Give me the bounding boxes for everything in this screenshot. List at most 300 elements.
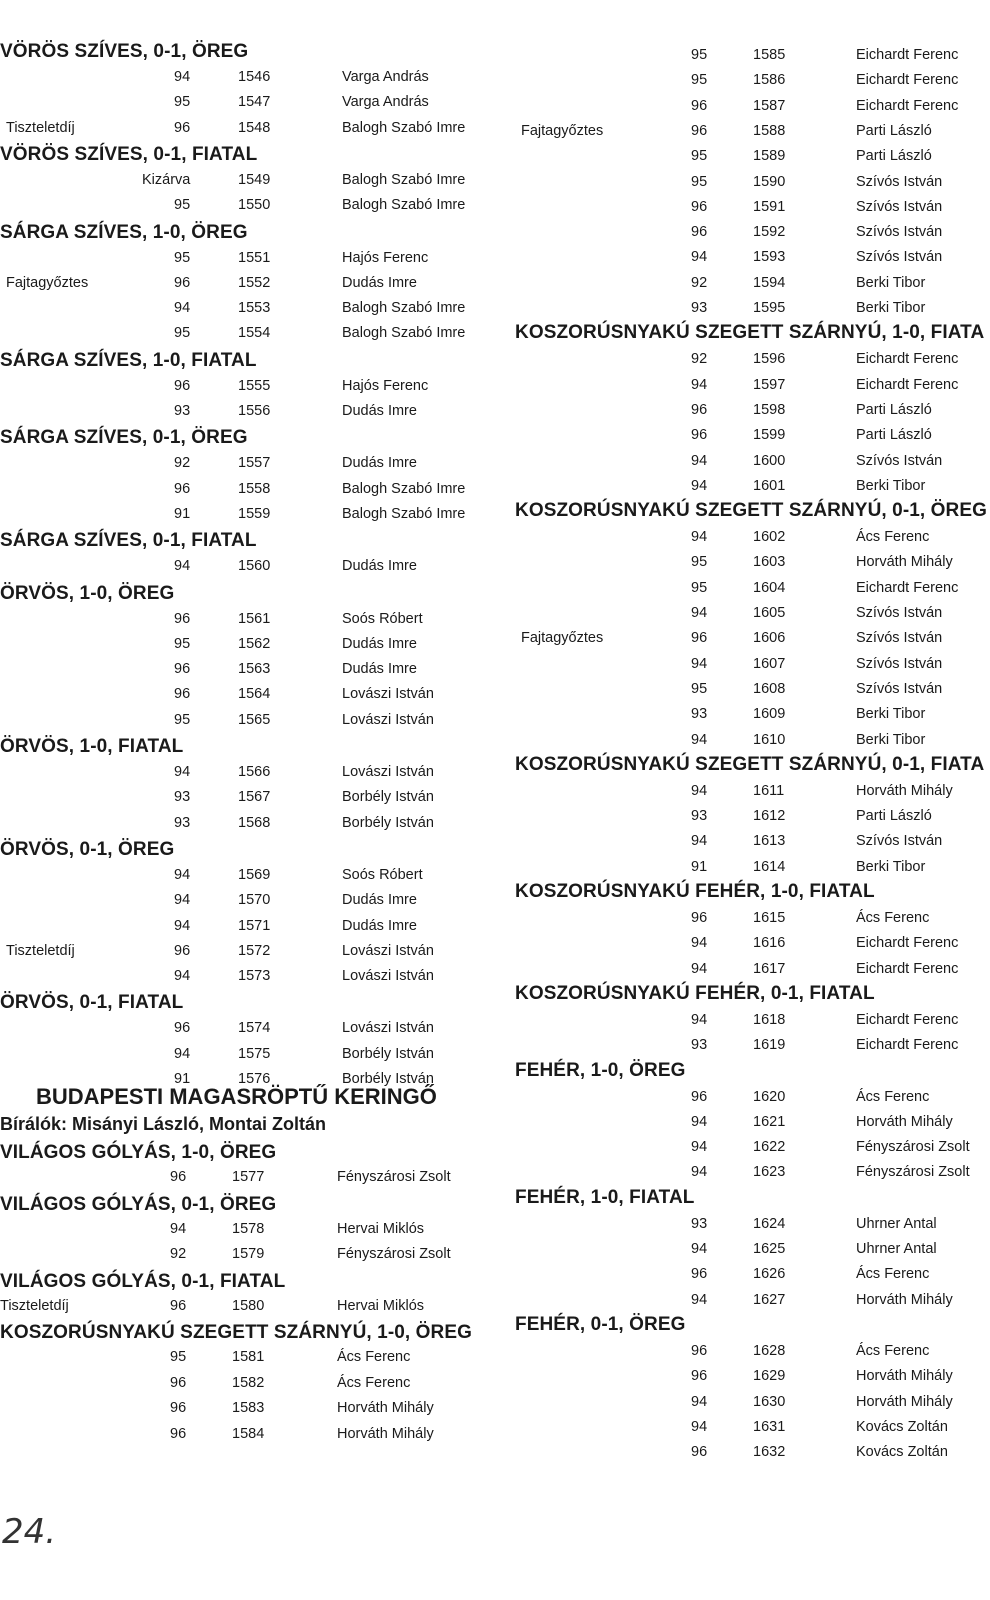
section-heading: FEHÉR, 0-1, ÖREG	[515, 1313, 686, 1335]
points-cell: 96	[691, 630, 708, 647]
owner-cell: Parti László	[856, 122, 932, 139]
owner-cell: Ács Ferenc	[856, 1342, 930, 1359]
owner-cell: Varga András	[342, 69, 429, 85]
entry-row	[515, 247, 990, 267]
owner-cell: Berki Tibor	[856, 731, 926, 748]
entry-row	[0, 556, 500, 576]
entry-row	[515, 70, 990, 90]
entry-row	[515, 273, 990, 293]
entry-row	[515, 1366, 990, 1386]
points-cell: 92	[170, 1246, 187, 1262]
owner-cell: Lovászi István	[342, 686, 434, 703]
points-cell: 93	[174, 814, 191, 831]
entry-row	[515, 375, 990, 395]
points-cell: 92	[691, 274, 708, 291]
entry-row	[0, 323, 500, 343]
ring-number-cell: 1583	[232, 1400, 265, 1416]
ring-number-cell: 1560	[238, 558, 271, 575]
ring-number-cell: 1623	[753, 1164, 786, 1181]
ring-number-cell: 1597	[753, 376, 786, 393]
points-cell: 93	[691, 1215, 708, 1232]
points-cell: 96	[691, 1444, 708, 1461]
points-cell: 94	[691, 477, 708, 494]
points-cell: 96	[691, 1368, 708, 1385]
points-cell: 94	[691, 1164, 708, 1181]
entry-row	[0, 1347, 500, 1367]
points-cell: 93	[691, 706, 708, 723]
points-cell: 96	[174, 274, 191, 291]
points-cell: 92	[691, 351, 708, 368]
owner-cell: Szívós István	[856, 630, 943, 647]
owner-cell: Dudás Imre	[342, 892, 417, 909]
owner-cell: Horváth Mihály	[856, 1368, 953, 1385]
owner-cell: Eichardt Ferenc	[856, 1037, 959, 1054]
entry-row	[0, 453, 500, 473]
owner-cell: Szívós István	[856, 680, 943, 697]
entry-row	[515, 172, 990, 192]
entry-row	[515, 1417, 990, 1437]
entry-row	[515, 1442, 990, 1462]
owner-cell: Dudás Imre	[342, 403, 417, 419]
ring-number-cell: 1568	[238, 814, 271, 831]
entry-row	[515, 1214, 990, 1234]
entry-row	[0, 710, 500, 730]
owner-cell: Soós Róbert	[342, 866, 423, 883]
owner-cell: Berki Tibor	[856, 300, 926, 316]
entry-row	[515, 603, 990, 623]
owner-cell: Ács Ferenc	[856, 1266, 930, 1283]
entry-row	[515, 222, 990, 242]
owner-cell: Eichardt Ferenc	[856, 960, 959, 977]
section-heading: SÁRGA SZÍVES, 0-1, FIATAL	[0, 530, 257, 552]
owner-cell: Hervai Miklós	[337, 1297, 425, 1314]
points-cell: 94	[174, 1045, 191, 1062]
section-heading: SÁRGA SZÍVES, 0-1, ÖREG	[0, 427, 248, 449]
points-cell: 96	[691, 97, 708, 114]
entry-row	[515, 527, 990, 547]
points-cell: 95	[691, 554, 708, 571]
ring-number-cell: 1604	[753, 579, 786, 596]
points-cell: 94	[691, 605, 708, 621]
points-cell: 96	[170, 1169, 187, 1185]
owner-cell: Horváth Mihály	[856, 1291, 953, 1308]
section-heading: ÖRVÖS, 1-0, ÖREG	[0, 582, 175, 604]
ring-number-cell: 1574	[238, 1020, 271, 1037]
entry-row	[515, 1341, 990, 1361]
ring-number-cell: 1554	[238, 325, 271, 342]
entry-row	[0, 659, 500, 679]
ring-number-cell: 1592	[753, 224, 786, 241]
ring-number-cell: 1549	[238, 171, 271, 188]
section-heading: VÖRÖS SZÍVES, 0-1, FIATAL	[0, 143, 258, 165]
section-heading: KOSZORÚSNYAKÚ FEHÉR, 1-0, FIATAL	[515, 881, 875, 902]
entry-row	[515, 704, 990, 724]
points-cell: 96	[691, 401, 708, 418]
points-cell: 96	[691, 427, 708, 444]
entry-row	[515, 96, 990, 116]
points-cell: 95	[174, 635, 191, 652]
owner-cell: Lovászi István	[342, 711, 434, 728]
owner-cell: Balogh Szabó Imre	[342, 325, 466, 342]
ring-number-cell: 1611	[753, 782, 785, 799]
owner-cell: Berki Tibor	[856, 477, 926, 494]
points-cell: 94	[174, 764, 191, 780]
owner-cell: Eichardt Ferenc	[856, 97, 959, 114]
owner-cell: Horváth Mihály	[856, 554, 953, 571]
entry-row	[0, 273, 500, 293]
points-cell: 96	[691, 1266, 708, 1283]
entry-row	[0, 966, 500, 986]
award-note: Fajtagyőztes	[521, 122, 604, 139]
ring-number-cell: 1563	[238, 661, 271, 678]
points-cell: 94	[691, 935, 708, 952]
entry-row	[0, 865, 500, 885]
entry-row	[515, 1035, 990, 1055]
points-cell: 95	[174, 711, 191, 728]
section-heading: SÁRGA SZÍVES, 1-0, FIATAL	[0, 349, 257, 371]
points-cell: 94	[691, 1113, 708, 1130]
ring-number-cell: 1547	[238, 94, 271, 111]
points-cell: 93	[691, 808, 708, 825]
points-cell: 96	[691, 1342, 708, 1359]
owner-cell: Berki Tibor	[856, 706, 926, 723]
owner-cell: Horváth Mihály	[856, 1393, 953, 1410]
points-cell: 94	[691, 452, 708, 469]
award-note: Tiszteletdíj	[0, 1297, 69, 1314]
owner-cell: Eichardt Ferenc	[856, 47, 959, 63]
ring-number-cell: 1575	[238, 1045, 271, 1062]
owner-cell: Szívós István	[856, 833, 943, 850]
entry-row	[0, 479, 500, 499]
owner-cell: Berki Tibor	[856, 274, 926, 291]
points-cell: 95	[174, 249, 191, 266]
ring-number-cell: 1550	[238, 197, 271, 214]
ring-number-cell: 1548	[238, 119, 271, 136]
owner-cell: Parti László	[856, 808, 932, 825]
ring-number-cell: 1601	[753, 477, 786, 494]
points-cell: 93	[174, 403, 191, 419]
section-heading: FEHÉR, 1-0, ÖREG	[515, 1059, 686, 1081]
owner-cell: Ács Ferenc	[337, 1374, 411, 1391]
points-cell: 96	[174, 661, 191, 678]
owner-cell: Berki Tibor	[856, 858, 926, 875]
entry-row	[0, 1424, 500, 1444]
points-cell: 91	[174, 505, 191, 522]
ring-number-cell: 1628	[753, 1342, 786, 1359]
owner-cell: Balogh Szabó Imre	[342, 480, 466, 497]
points-cell: 95	[174, 94, 191, 111]
entry-row	[515, 197, 990, 217]
owner-cell: Kovács Zoltán	[856, 1444, 948, 1461]
entry-row	[515, 806, 990, 826]
entry-row	[0, 1244, 500, 1264]
section-heading: ÖRVÖS, 1-0, FIATAL	[0, 736, 184, 757]
owner-cell: Parti László	[856, 427, 932, 444]
ring-number-cell: 1590	[753, 173, 786, 190]
award-note: Fajtagyőztes	[521, 630, 604, 647]
points-cell: 96	[170, 1425, 187, 1442]
entry-row	[515, 121, 990, 141]
owner-cell: Varga András	[342, 94, 429, 111]
entry-row	[515, 476, 990, 496]
ring-number-cell: 1603	[753, 554, 786, 571]
ring-number-cell: 1618	[753, 1011, 786, 1028]
points-cell: 96	[174, 942, 191, 959]
ring-number-cell: 1613	[753, 833, 786, 850]
ring-number-cell: 1586	[753, 72, 786, 89]
entry-row	[0, 916, 500, 936]
entry-row	[0, 170, 500, 190]
entry-row	[515, 349, 990, 369]
ring-number-cell: 1579	[232, 1246, 265, 1262]
ring-number-cell: 1615	[753, 910, 786, 926]
entry-row	[0, 1373, 500, 1393]
entry-row	[0, 787, 500, 807]
entry-row	[515, 451, 990, 471]
owner-cell: Hervai Miklós	[337, 1220, 425, 1237]
owner-cell: Balogh Szabó Imre	[342, 171, 466, 188]
owner-cell: Borbély István	[342, 789, 434, 806]
entry-row	[515, 578, 990, 598]
ring-number-cell: 1566	[238, 764, 271, 780]
points-cell: 96	[691, 198, 708, 215]
owner-cell: Dudás Imre	[342, 635, 417, 652]
points-cell: 91	[174, 1071, 191, 1087]
ring-number-cell: 1609	[753, 706, 786, 723]
owner-cell: Balogh Szabó Imre	[342, 119, 466, 136]
points-cell: 94	[170, 1220, 187, 1237]
points-cell: 94	[691, 782, 708, 799]
ring-number-cell: 1559	[238, 505, 271, 522]
points-cell: 94	[691, 731, 708, 748]
points-cell: 94	[691, 1393, 708, 1410]
owner-cell: Balogh Szabó Imre	[342, 197, 466, 214]
entry-row	[0, 941, 500, 961]
section-heading: KOSZORÚSNYAKÚ SZEGETT SZÁRNYÚ, 1-0, ÖREG	[0, 1322, 473, 1343]
ring-number-cell: 1608	[753, 680, 786, 697]
entry-row	[515, 1239, 990, 1259]
points-cell: 96	[691, 224, 708, 241]
points-cell: 96	[174, 610, 191, 627]
ring-number-cell: 1602	[753, 529, 786, 546]
entry-row	[515, 933, 990, 953]
owner-cell: Szívós István	[856, 605, 943, 621]
points-cell: 94	[691, 249, 708, 266]
owner-cell: Eichardt Ferenc	[856, 72, 959, 89]
section-heading: FEHÉR, 1-0, FIATAL	[515, 1186, 695, 1208]
ring-number-cell: 1632	[753, 1444, 786, 1461]
ring-number-cell: 1585	[753, 47, 786, 63]
points-cell: 94	[691, 833, 708, 850]
owner-cell: Borbély István	[342, 1045, 434, 1062]
entry-row	[0, 609, 500, 629]
points-cell: 96	[174, 377, 191, 394]
ring-number-cell: 1606	[753, 630, 786, 647]
points-cell: 95	[691, 72, 708, 89]
ring-number-cell: 1596	[753, 351, 786, 368]
points-cell: 94	[691, 655, 708, 672]
points-cell: 94	[691, 1291, 708, 1308]
entry-row	[0, 195, 500, 215]
award-note: Tiszteletdíj	[6, 119, 75, 136]
owner-cell: Szívós István	[856, 452, 943, 469]
entry-row	[515, 679, 990, 699]
points-cell: 93	[691, 300, 708, 316]
ring-number-cell: 1593	[753, 249, 786, 266]
owner-cell: Kovács Zoltán	[856, 1418, 948, 1435]
owner-cell: Uhrner Antal	[856, 1215, 937, 1232]
ring-number-cell: 1581	[232, 1349, 265, 1365]
entry-row	[0, 118, 500, 138]
ring-number-cell: 1569	[238, 866, 271, 883]
owner-cell: Lovászi István	[342, 1020, 434, 1037]
points-cell: 93	[691, 1037, 708, 1054]
points-cell: 94	[691, 1241, 708, 1257]
entry-row	[515, 908, 990, 928]
section-heading: KOSZORÚSNYAKÚ SZEGETT SZÁRNYÚ, 0-1, FIATA	[515, 753, 985, 775]
section-heading: KOSZORÚSNYAKÚ SZEGETT SZÁRNYÚ, 0-1, ÖREG	[515, 500, 988, 522]
ring-number-cell: 1612	[753, 808, 786, 825]
ring-number-cell: 1556	[238, 403, 271, 419]
ring-number-cell: 1551	[238, 249, 271, 266]
ring-number-cell: 1619	[753, 1037, 786, 1054]
ring-number-cell: 1561	[238, 610, 271, 627]
owner-cell: Szívós István	[856, 173, 943, 190]
owner-cell: Eichardt Ferenc	[856, 935, 959, 952]
entry-row	[0, 634, 500, 654]
points-cell: 96	[691, 1088, 708, 1105]
owner-cell: Ács Ferenc	[337, 1349, 411, 1365]
ring-number-cell: 1573	[238, 968, 271, 985]
points-cell: 95	[170, 1349, 187, 1365]
ring-number-cell: 1589	[753, 148, 786, 165]
ring-number-cell: 1571	[238, 917, 271, 934]
owner-cell: Dudás Imre	[342, 661, 417, 678]
owner-cell: Szívós István	[856, 655, 943, 672]
points-cell: 94	[691, 1011, 708, 1028]
owner-cell: Borbély István	[342, 1071, 434, 1087]
ring-number-cell: 1616	[753, 935, 786, 952]
ring-number-cell: 1621	[753, 1113, 786, 1130]
owner-cell: Eichardt Ferenc	[856, 1011, 959, 1028]
ring-number-cell: 1598	[753, 401, 786, 418]
points-cell: 96	[174, 686, 191, 703]
entry-row	[515, 628, 990, 648]
ring-number-cell: 1577	[232, 1169, 265, 1185]
section-heading: VILÁGOS GÓLYÁS, 0-1, ÖREG	[0, 1193, 277, 1215]
ring-number-cell: 1558	[238, 480, 271, 497]
ring-number-cell: 1631	[753, 1418, 786, 1435]
entry-row	[0, 1398, 500, 1418]
points-cell: 94	[691, 1418, 708, 1435]
entry-row	[0, 684, 500, 704]
entry-row	[0, 1044, 500, 1064]
award-note: Fajtagyőztes	[6, 274, 89, 291]
owner-cell: Uhrner Antal	[856, 1241, 937, 1257]
entry-row	[515, 654, 990, 674]
owner-cell: Lovászi István	[342, 942, 434, 959]
points-cell: 94	[174, 892, 191, 909]
ring-number-cell: 1627	[753, 1291, 786, 1308]
ring-number-cell: 1562	[238, 635, 271, 652]
owner-cell: Dudás Imre	[342, 274, 417, 291]
section-heading: ÖRVÖS, 0-1, FIATAL	[0, 992, 184, 1014]
entry-row	[515, 1137, 990, 1157]
owner-cell: Parti László	[856, 401, 932, 418]
owner-cell: Borbély István	[342, 814, 434, 831]
owner-cell: Dudás Imre	[342, 558, 417, 575]
owner-cell: Szívós István	[856, 198, 943, 215]
entry-row	[515, 45, 990, 65]
award-note: Tiszteletdíj	[6, 942, 75, 959]
entry-row	[0, 890, 500, 910]
points-cell: 94	[691, 529, 708, 546]
section-heading: KOSZORÚSNYAKÚ SZEGETT SZÁRNYÚ, 1-0, FIATA	[515, 322, 985, 344]
entry-row	[515, 857, 990, 877]
owner-cell: Fényszárosi Zsolt	[337, 1169, 451, 1185]
ring-number-cell: 1599	[753, 427, 786, 444]
owner-cell: Eichardt Ferenc	[856, 376, 959, 393]
entry-row	[0, 248, 500, 268]
owner-cell: Parti László	[856, 148, 932, 165]
ring-number-cell: 1630	[753, 1393, 786, 1410]
points-cell: 95	[691, 47, 708, 63]
owner-cell: Dudás Imre	[342, 455, 417, 472]
entry-row	[515, 730, 990, 750]
owner-cell: Horváth Mihály	[337, 1400, 434, 1416]
points-cell: 94	[174, 917, 191, 934]
owner-cell: Horváth Mihály	[337, 1425, 434, 1442]
entry-row	[0, 813, 500, 833]
ring-number-cell: 1594	[753, 274, 786, 291]
ring-number-cell: 1565	[238, 711, 271, 728]
entry-row	[515, 831, 990, 851]
points-cell: 94	[691, 376, 708, 393]
points-cell: 91	[691, 858, 708, 875]
owner-cell: Balogh Szabó Imre	[342, 505, 466, 522]
entry-row	[515, 298, 990, 318]
ring-number-cell: 1605	[753, 605, 786, 621]
owner-cell: Dudás Imre	[342, 917, 417, 934]
ring-number-cell: 1620	[753, 1088, 786, 1105]
entry-row	[0, 762, 500, 782]
section-heading: VILÁGOS GÓLYÁS, 1-0, ÖREG	[0, 1142, 277, 1163]
ring-number-cell: 1576	[238, 1071, 271, 1087]
entry-row	[0, 504, 500, 524]
points-cell: 94	[174, 968, 191, 985]
entry-row	[515, 1290, 990, 1310]
points-cell: 96	[174, 480, 191, 497]
section-heading: KOSZORÚSNYAKÚ FEHÉR, 0-1, FIATAL	[515, 982, 875, 1004]
entry-row	[0, 1167, 500, 1187]
points-cell: 93	[174, 789, 191, 806]
ring-number-cell: 1591	[753, 198, 786, 215]
points-cell: 95	[691, 173, 708, 190]
ring-number-cell: 1555	[238, 377, 271, 394]
entry-row	[0, 1296, 500, 1316]
entry-row	[515, 1112, 990, 1132]
ring-number-cell: 1625	[753, 1241, 786, 1257]
ring-number-cell: 1578	[232, 1220, 265, 1237]
entry-row	[0, 1219, 500, 1239]
owner-cell: Szívós István	[856, 224, 943, 241]
ring-number-cell: 1617	[753, 960, 786, 977]
points-cell: 95	[174, 197, 191, 214]
ring-number-cell: 1557	[238, 455, 271, 472]
owner-cell: Lovászi István	[342, 764, 434, 780]
points-cell: 95	[691, 579, 708, 596]
ring-number-cell: 1553	[238, 300, 271, 317]
